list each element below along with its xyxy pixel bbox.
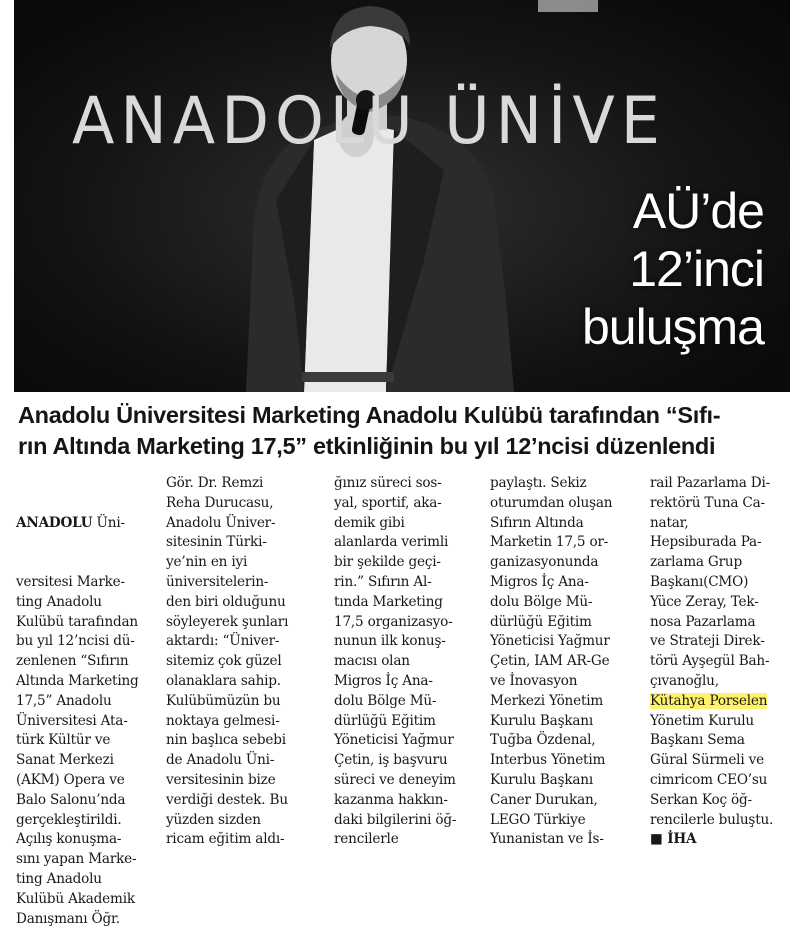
column-line: Yöneticisi Yağmur: [490, 633, 610, 650]
column-line: sını yapan Marke-: [16, 851, 137, 868]
column-line: Açılış konuşma-: [16, 831, 122, 848]
column-line: Kurulu Başkanı: [490, 771, 594, 788]
column-line: Başkanı Sema: [650, 732, 745, 749]
column-line: Sanat Merkezi: [16, 752, 114, 769]
column-line: Kulübü Akademik: [16, 890, 135, 907]
column-line: daki bilgilerini öğ-: [334, 811, 457, 828]
column-line: Migros İç Ana-: [334, 672, 433, 689]
column-line: 17,5” Anadolu: [16, 692, 112, 709]
column-line: den biri olduğunu: [166, 593, 286, 610]
column-line: Tuğba Özdenal,: [490, 732, 596, 749]
column-line: aktardı: “Üniver-: [166, 633, 280, 650]
column-line: sitesinin Türki-: [166, 534, 267, 551]
column-line: Yüce Zeray, Tek-: [650, 593, 759, 610]
column-line: olanaklara sahip.: [166, 672, 281, 689]
column-line: rail Pazarlama Di-: [650, 475, 771, 491]
column-line: zenlenen “Sıfırın: [16, 653, 129, 670]
column-line: türk Kültür ve: [16, 732, 111, 749]
overlay-headline-line2: 12’inci: [629, 241, 764, 297]
column-line: Başkanı(CMO): [650, 573, 749, 590]
column-line: Merkezi Yönetim: [490, 692, 604, 709]
column-line: Migros İç Ana-: [490, 573, 589, 590]
column-line: Altında Marketing: [16, 672, 139, 689]
column-line: nunun ilk konuş-: [334, 633, 446, 650]
body-column-4: [490, 474, 630, 850]
column-line: Üniversitesi Ata-: [16, 712, 128, 729]
column-line: ganizasyonunda: [490, 554, 599, 571]
column-line: ting Anadolu: [16, 593, 102, 610]
overlay-headline-line3: buluşma: [582, 299, 764, 355]
column-line: Danışmanı Öğr.: [16, 910, 120, 927]
column-line: Güral Sürmeli ve: [650, 752, 764, 769]
column-line: Interbus Yönetim: [490, 752, 606, 769]
column-line: Caner Durukan,: [490, 791, 598, 808]
agency-name: İHA: [667, 831, 697, 848]
column-line: paylaştı. Sekiz: [490, 475, 587, 491]
column-line: Hepsiburada Pa-: [650, 534, 762, 551]
column-line: Kulübü tarafından: [16, 613, 138, 630]
column-line: dürlüğü Eğitim: [334, 712, 436, 729]
column-line: versitesi Marke-: [16, 573, 125, 590]
column-line: Çetin, iş başvuru: [334, 752, 448, 769]
column-line: ve İnovasyon: [490, 672, 578, 689]
column-line: demik gibi: [334, 514, 405, 531]
column-line: tında Marketing: [334, 593, 443, 610]
column-line: gerçekleştirildi.: [16, 811, 122, 828]
column-line: ve Strateji Direk-: [650, 633, 765, 650]
column-line: ğınız süreci sos-: [334, 475, 442, 491]
column-line: Gör. Dr. Remzi: [166, 475, 264, 491]
subheadline-line1: Anadolu Üniversitesi Marketing Anadolu Kulübü tarafından “Sıfı-: [18, 402, 721, 428]
column-line: dolu Bölge Mü-: [490, 593, 593, 610]
photo-banner-text: ANADOLU ÜNİVE: [72, 82, 666, 159]
column-line: çıvanoğlu,: [650, 672, 719, 689]
column-line: Marketin 17,5 or-: [490, 534, 609, 551]
column-line: 17,5 organizasyo-: [334, 613, 453, 630]
column-line: [650, 692, 790, 712]
highlighted-company-name: Kütahya Porselen: [650, 692, 768, 709]
column-line: oturumdan oluşan: [490, 494, 613, 511]
first-line-rest: Üni-: [92, 514, 125, 531]
column-line: Reha Durucasu,: [166, 494, 274, 511]
body-column-1: [16, 474, 156, 929]
body-column-5: [650, 474, 790, 850]
column-line: rektörü Tuna Ca-: [650, 494, 765, 511]
column-line: üniversitelerin-: [166, 573, 269, 590]
column-line: nosa Pazarlama: [650, 613, 756, 630]
column-line: versitesinin bize: [166, 771, 276, 788]
column-line: rencilerle buluştu.: [650, 811, 774, 828]
column-line: söyleyerek şunları: [166, 613, 289, 630]
column-line: nin başlıca sebebi: [166, 732, 286, 749]
column-line: cimricom CEO’su: [650, 771, 768, 788]
body-column-2: [166, 474, 306, 850]
column-line: [16, 514, 156, 534]
column-line: rin.” Sıfırın Al-: [334, 573, 432, 590]
column-line: (AKM) Opera ve: [16, 771, 125, 788]
column-line: Kulübümüzün bu: [166, 692, 281, 709]
column-line: dürlüğü Eğitim: [490, 613, 592, 630]
column-line: Anadolu Üniver-: [166, 514, 276, 531]
overlay-headline: [582, 182, 764, 356]
dateline-lead: ANADOLU: [16, 514, 93, 531]
column-line: LEGO Türkiye: [490, 811, 586, 828]
column-line: yal, sportif, aka-: [334, 494, 442, 511]
column-line: verdiği destek. Bu: [166, 791, 288, 808]
subheadline-line2: rın Altında Marketing 17,5” etkinliğinin bu yıl 12’ncisi düzenlendi: [18, 433, 716, 459]
column-line: Serkan Koç öğ-: [650, 791, 752, 808]
article-subheadline: [18, 400, 794, 462]
agency-square-icon: ■: [650, 831, 668, 848]
column-line: Yunanistan ve İs-: [490, 831, 604, 848]
column-line: bir şekilde geçi-: [334, 554, 441, 571]
column-line: Yönetim Kurulu: [650, 712, 754, 729]
column-line: Çetin, IAM AR-Ge: [490, 653, 610, 670]
overlay-headline-line1: AÜ’de: [632, 183, 764, 239]
column-line: natar,: [650, 514, 689, 531]
column-line: ting Anadolu: [16, 870, 102, 887]
column-line: macısı olan: [334, 653, 410, 670]
column-line: bu yıl 12’ncisi dü-: [16, 633, 135, 650]
column-line: Yöneticisi Yağmur: [334, 732, 454, 749]
column-line: süreci ve deneyim: [334, 771, 456, 788]
column-line: dolu Bölge Mü-: [334, 692, 437, 709]
column-line: kazanma hakkın-: [334, 791, 448, 808]
column-line: ye’nin en iyi: [166, 554, 248, 571]
article-body: [16, 474, 800, 927]
column-line: yüzden sizden: [166, 811, 261, 828]
body-column-3: [334, 474, 474, 850]
column-line: Kurulu Başkanı: [490, 712, 594, 729]
column-line: zarlama Grup: [650, 554, 742, 571]
column-line: de Anadolu Üni-: [166, 752, 275, 769]
column-line: Balo Salonu’nda: [16, 791, 126, 808]
column-line: sitemiz çok güzel: [166, 653, 282, 670]
column-line: rencilerle: [334, 831, 399, 848]
column-line: Sıfırın Altında: [490, 514, 584, 531]
column-line: ricam eğitim aldı-: [166, 831, 285, 848]
column-line: törü Ayşegül Bah-: [650, 653, 770, 670]
agency-credit: [650, 830, 790, 850]
column-line: alanlarda verimli: [334, 534, 449, 551]
hero-photo: [14, 0, 790, 392]
column-line: noktaya gelmesi-: [166, 712, 280, 729]
